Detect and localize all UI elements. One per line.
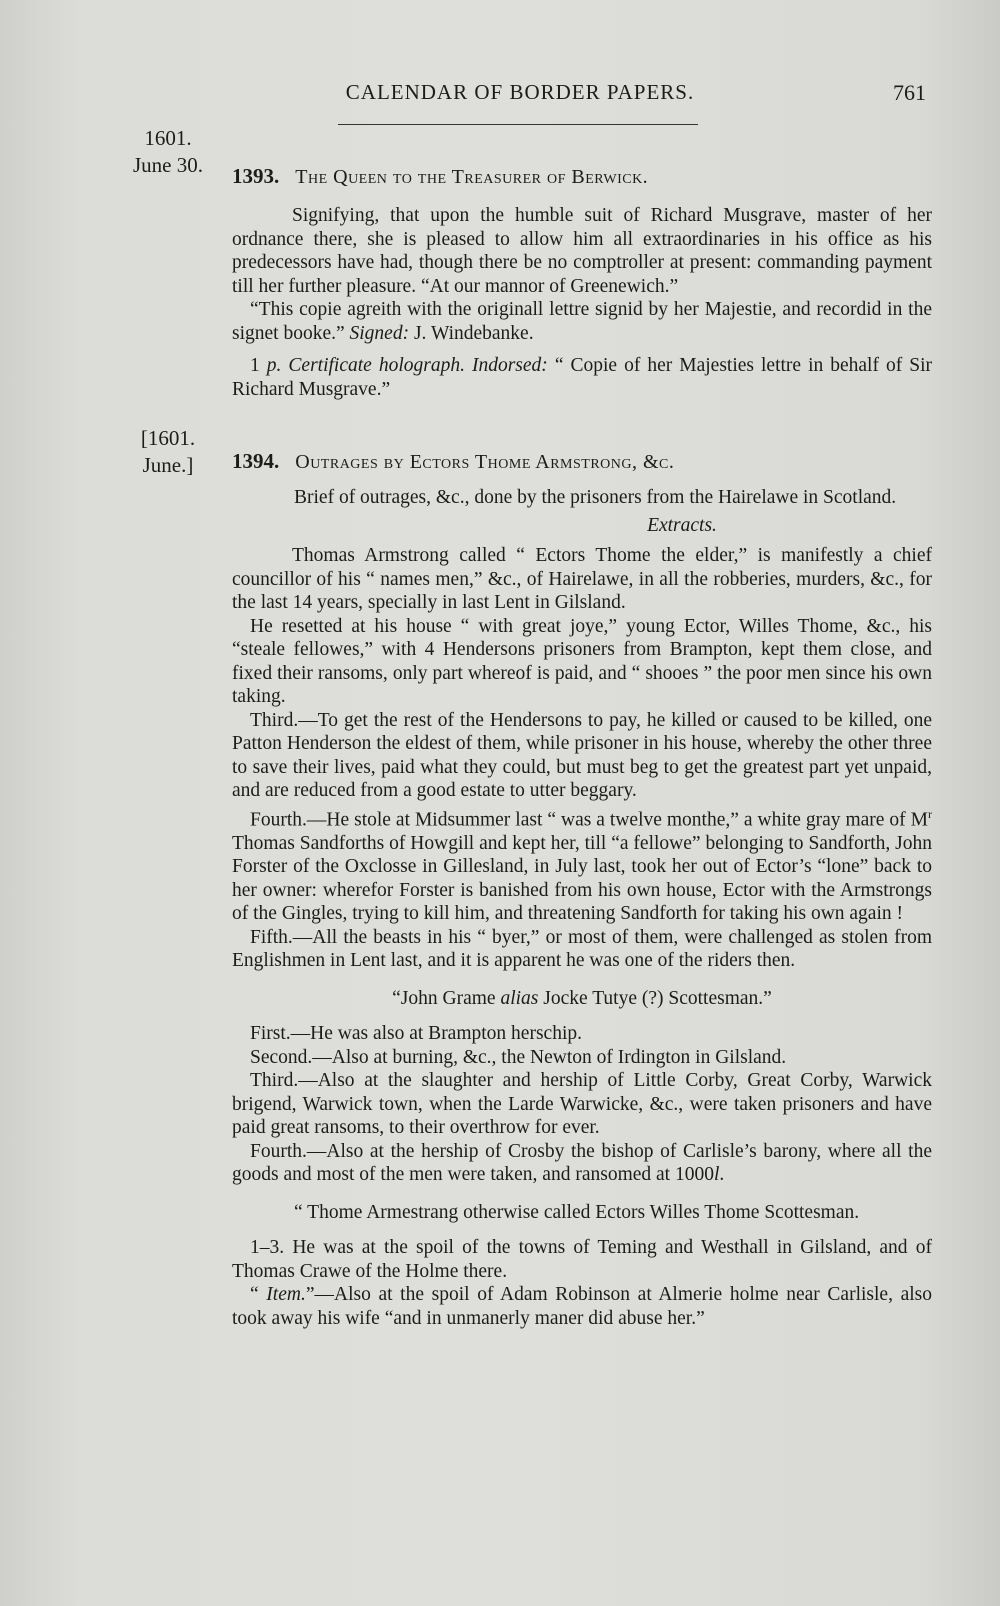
entry-body-1394 (232, 486, 932, 1330)
endorsement-note (232, 354, 932, 401)
text-run: Thomas Sandforths of Howgill and kept her, till “a fellowe” belonging to Sandforth, John Forster of the Oxclosse in Gillesland, in July last, took her out of Ector’s “lone” back to her owner: wherefor Forster is banished from his own house, Ector with the Armstrongs of the Gingles, trying to kill him, and threatening Sandforth for taking his own again ! (232, 832, 932, 924)
margin-day: June 30. (133, 153, 203, 177)
entry-number: 1394. (232, 449, 280, 473)
paragraph: Third.—Also at the slaughter and hership of Little Corby, Great Corby, Warwick brigend, Warwick town, when the Larde Warwicke, &c., were taken prisoners and have paid great ransoms, to their overthrow for ever. (232, 1070, 932, 1138)
note-indorsed: Indorsed: (471, 355, 548, 376)
intro-paragraph: Brief of outrages, &c., done by the prisoners from the Hairelawe in Scotland. (294, 487, 897, 508)
copy-statement: “This copie agreith with the originall lettre signid by her Majestie, and recordid in the signet booke.” (232, 299, 932, 344)
paragraph: Thomas Armstrong called “ Ectors Thome the elder,” is manifestly a chief councillor of his “ names men,” &c., of Hairelawe, in all the robberies, murders, &c., for the last 14 years, specially in last Lent in Gilsland. (232, 545, 932, 613)
note-count: 1 (250, 355, 260, 376)
italic-alias: alias (500, 987, 539, 1009)
text-run: Fourth.—He stole at Midsummer last “ was a twelve monthe,” a white gray mare of M (250, 809, 928, 830)
entry-heading-1394 (232, 449, 674, 474)
italic-l: l (713, 1164, 720, 1185)
signed-label: Signed: (349, 322, 410, 344)
signed-name: J. Windebanke. (413, 322, 534, 344)
running-title: CALENDAR OF BORDER PAPERS. (345, 80, 695, 104)
page-number: 761 (893, 80, 926, 105)
paragraph (232, 1140, 932, 1187)
text-run: . (719, 1164, 725, 1185)
text-run: “John Grame (392, 987, 501, 1009)
note-page: p. (266, 355, 282, 376)
subheading-grame (232, 987, 932, 1011)
paragraph: Signifying, that upon the humble suit of Richard Musgrave, master of her ordnance there, she is pleased to allow him all extraordinaries in his office as his predecessors have had, though there be no comptroller at present: commanding payment till her further pleasure. “At our mannor of Greenewich.” (232, 205, 932, 297)
paragraph: Third.—To get the rest of the Hendersons to pay, he killed or caused to be killed, one Patton Henderson the eldest of them, while prisoner in his house, whereby the other three to save their lives, paid what they could, but must beg to get the greatest part yet unpaid, and are reduced from a good estate to utter beggary. (232, 709, 932, 801)
entry-heading-1393 (232, 164, 648, 189)
paragraph (232, 1283, 932, 1330)
note-certificate: Certificate holograph. (288, 355, 465, 376)
margin-year: 1601. (144, 126, 192, 150)
note-text: “ Copie of her Majesties lettre in behalf of Sir Richard Musgrave.” (232, 355, 932, 400)
text-run: ”—Also at the spoil of Adam Robinson at Almerie holme near Carlisle, also took away his wife “and in unmanerly maner did abuse her.” (232, 1284, 932, 1329)
text-run: Fourth.—Also at the hership of Crosby the bishop of Carlisle’s barony, where all the goods and most of the men were taken, and ransomed at 1000 (232, 1140, 932, 1185)
paragraph: 1–3. He was at the spoil of the towns of Teming and Westhall in Gilsland, and of Thomas Crawe of the Holme there. (232, 1237, 932, 1282)
margin-date-1394 (118, 425, 218, 479)
entry-body-1393 (232, 204, 932, 401)
paragraph: First.—He was also at Brampton herschip. (250, 1023, 582, 1044)
margin-day: June.] (142, 453, 194, 477)
paragraph: He resetted at his house “ with great joye,” young Ector, Willes Thome, &c., his “steale fellowes,” with 4 Hendersons prisoners from Brampton, kept them close, and fixed their ransoms, only part whereof is paid, and “ shooes ” the poor men since his own taking. (232, 615, 932, 707)
extracts-heading: Extracts. (647, 514, 717, 536)
paragraph: Second.—Also at burning, &c., the Newton of Irdington in Gilsland. (250, 1046, 787, 1068)
margin-year: [1601. (140, 426, 196, 450)
italic-item: Item. (266, 1284, 306, 1305)
superscript: r (928, 806, 932, 821)
paragraph (232, 803, 932, 926)
entry-number: 1393. (232, 164, 280, 188)
paragraph: Fifth.—All the beasts in his “ byer,” or most of them, were challenged as stolen from Englishmen in Lent last, and it is apparent he was one of the riders then. (232, 926, 932, 971)
text-run: Jocke Tutye (?) Scottesman.” (538, 987, 772, 1009)
subheading-willes: “ Thome Armestrang otherwise called Ectors Willes Thome Scottesman. (294, 1201, 860, 1223)
header-rule (338, 124, 698, 125)
entry-title: The Queen to the Treasurer of Berwick. (295, 166, 649, 188)
text-run: “ (250, 1284, 267, 1305)
paragraph (232, 298, 932, 345)
entry-title: Outrages by Ectors Thome Armstrong, &c. (295, 451, 675, 473)
margin-date-1393 (118, 125, 218, 179)
